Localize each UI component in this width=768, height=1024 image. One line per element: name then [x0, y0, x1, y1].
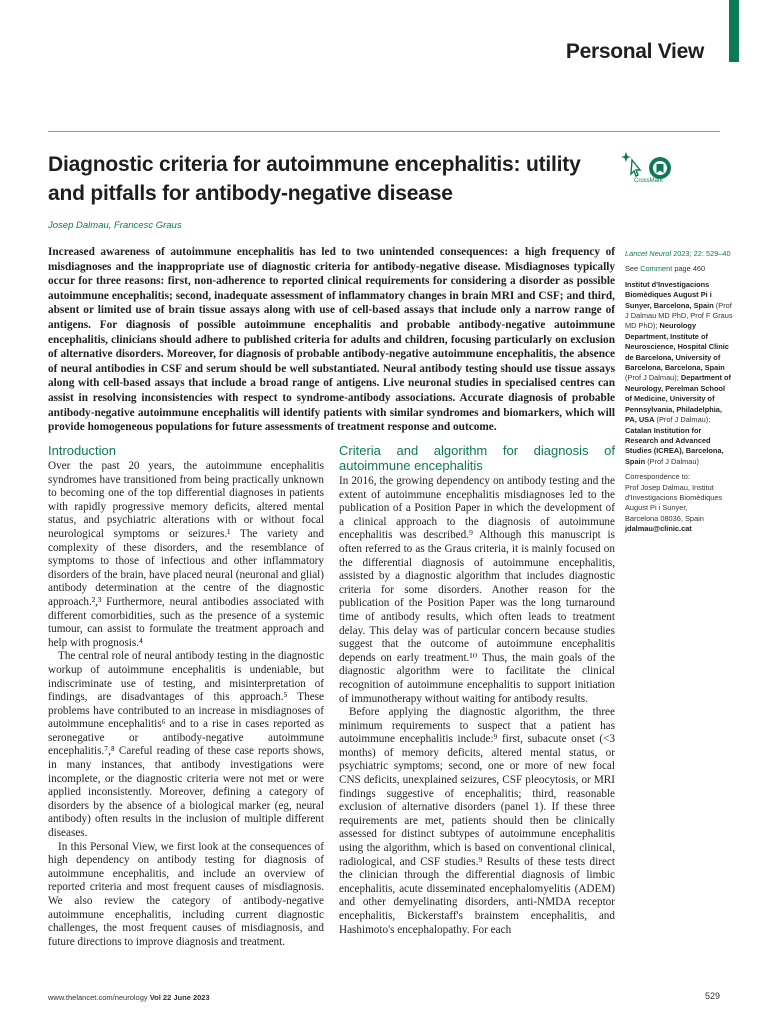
criteria-section — [339, 443, 615, 937]
correspondence-city: Barcelona 08036, Spain — [625, 513, 704, 523]
introduction-heading: Introduction — [48, 443, 116, 458]
affiliation-1: Institut d'Investigacions Biomèdiques August Pi i Sunyer, Barcelona, Spain — [625, 279, 714, 310]
cursor-sparkle-icon — [621, 152, 640, 176]
affiliation-4-names: (Prof J Dalmau) — [647, 456, 699, 466]
see-suffix: page 460 — [674, 264, 706, 274]
volume: Vol 22 — [149, 993, 172, 1002]
see-comment — [625, 264, 733, 274]
criteria-heading: Criteria and algorithm for diagnosis of autoimmune encephalitis — [339, 443, 615, 473]
affiliation-1-names: (Prof J Dalmau MD PhD, Prof F Graus MD PhD); — [625, 300, 733, 331]
page-number: 529 — [704, 991, 720, 1001]
header-divider — [48, 131, 720, 132]
intro-paragraph-2: The central role of neural antibody testing in the diagnostic workup of autoimmune encephalitis is undeniable, but indiscriminate use of testing, and misinterpretation of findings, are disadvantages of this approach.⁵ These problems have contributed to an increase in misdiagnoses of autoimmune encephalitis⁶ and to a rise in cases reported as seronegative or antibody-negative autoimmune encephalitis.⁷,⁸ Careful reading of these case reports shows, in many instances, that antibody investigations were incomplete, or the diagnostic criteria were not met or were applied inconsistently. Moreover, defining a category of disorders by the absence of a biological marker (eg, neural antibody) often results in the inclusion of multiple different diseases. — [48, 650, 324, 840]
affiliation-3-names: (Prof J Dalmau); — [656, 415, 711, 425]
citation-details: 2023; 22: 529–40 — [673, 249, 731, 258]
crossmark-icon[interactable] — [620, 150, 676, 190]
article-title: Diagnostic criteria for autoimmune encephalitis: utility and pitfalls for antibody-negative disease — [48, 153, 581, 205]
affiliations — [625, 280, 733, 467]
criteria-paragraph-2: Before applying the diagnostic algorithm, the three minimum requirements to suspect that a patient has autoimmune encephalitis include:⁹ first, subacute onset (<3 months) of memory deficits, altered mental status, or psychiatric symptoms; second, one or more of new focal CNS deficits, unexplained seizures, CSF pleocytosis, or MRI findings suggestive of encephalitis; third, reasonable exclusion of alternative disorders (panel 1). If these three requirements are met, patients should then be clinically assessed for distinct subtypes of autoimmune encephalitis using the algorithm, which is based on conventional clinical, radiological, and CSF studies.⁹ Results of these tests direct the clinician through the differential diagnosis of limbic encephalitis, acute disseminated encephalomyelitis (ADEM) and other demyelinating disorders, anti-NMDA receptor encephalitis, Bickerstaff's brainstem encephalitis, and Hashimoto's encephalopathy. For each — [339, 706, 615, 936]
intro-paragraph-1: Over the past 20 years, the autoimmune encephalitis syndromes have transitioned from being practically unknown to becoming one of the top differential diagnoses in patients with rapidly progressive memory deficits, altered mental status, and psychiatric alterations with or without focal neurological symptoms or seizures.¹ The variety and complexity of these disorders, and the resemblance of symptoms to those of infectious and other inflammatory disorders of the brain, have placed neural (neuronal and glial) antibody determination at the centre of the diagnostic approach.²,³ Furthermore, neural antibodies associated with different comorbidities, such as the presence of a systemic tumour, can assist to formulate the treatment approach and help with prognosis.⁴ — [48, 460, 324, 649]
abstract: Increased awareness of autoimmune encephalitis has led to two unintended consequences: a high frequency of misdiagnoses and the inappropriate use of diagnostic criteria for antibody-negative disease. Misdiagnoses typically occur for three reasons: first, non-adherence to reported clinical requirements for considering a disorder as possible autoimmune encephalitis; second, inadequate assessment of inflammatory changes in brain MRI and CSF; and third, absent or limited use of brain tissue assays along with use of cell-based assays that include only a narrow range of antigens. For diagnosis of possible autoimmune encephalitis and probable antibody-negative autoimmune encephalitis, clinicians should adhere to published criteria for adults and children, focusing particularly on exclusion of alternative disorders. Moreover, for diagnosis of probable antibody-negative autoimmune encephalitis, the absence of neural antibodies in CSF and serum should be well substantiated. Neural antibody testing should use tissue assays along with cell-based assays that include a broad range of antigens. Live neuronal studies in specialised centres can assist in resolving inconsistencies with respect to syndrome-antibody associations. Accurate diagnosis of probable antibody-negative autoimmune encephalitis will identify patients with similar syndromes and biomarkers, which will provide homogeneous populations for future assessments of treatment response and outcome. — [48, 246, 615, 434]
footer-info — [48, 993, 210, 1002]
affiliation-2-names: (Prof J Dalmau); — [625, 373, 679, 383]
crossmark-label: CrossMark — [634, 178, 664, 184]
affiliation-3: Department of Neurology, Perelman School of Medicine, University of Pennsylvania, Philadelphia, PA, USA — [625, 373, 731, 425]
section-label: Personal View — [565, 40, 704, 63]
correspondence-label: Correspondence to: — [625, 472, 690, 482]
citation — [625, 249, 733, 259]
comment-link[interactable]: Comment — [640, 264, 673, 274]
correspondence-email[interactable]: jdalmau@clinic.cat — [625, 524, 692, 534]
intro-paragraph-3: In this Personal View, we first look at the consequences of high dependency on antibody testing for diagnosis of autoimmune encephalitis, and include an overview of reported criteria and most frequent causes of misdiagnosis. We also review the category of antibody-negative autoimmune encephalitis, including current diagnostic challenges, the most frequent causes of misdiagnosis, and future directions to improve diagnosis and treatment. — [48, 840, 324, 948]
journal-url[interactable]: www.thelancet.com/neurology — [48, 993, 148, 1002]
correspondence — [625, 472, 733, 534]
affiliation-4: Catalan Institution for Research and Advanced Studies (ICREA), Barcelona, Spain — [625, 425, 724, 466]
affiliation-2: Neurology Department, Institute of Neuroscience, Hospital Clinic de Barcelona, University of Barcelona, Barcelona, Spain — [625, 321, 729, 373]
article-sidebar — [625, 249, 733, 540]
author-list[interactable]: Josep Dalmau, Francesc Graus — [48, 220, 182, 231]
criteria-paragraph-1: In 2016, the growing dependency on antibody testing and the extent of autoimmune encephalitis misdiagnoses led to the publication of a Position Paper in which the development of a clinical approach to the diagnosis of autoimmune encephalitis was described.⁹ Although this manuscript is often referred to as the Graus criteria, it is mainly focused on the differential diagnosis of autoimmune encephalitis, assisted by a diagnostic algorithm that includes diagnostic criteria for some disorders. Another reason for the publication of the Position Paper was the long turnaround time of antibody results, which often leads to treatment delay. This delay was of particular concern because studies suggest that the outcome of autoimmune encephalitis depends on early treatment.¹⁰ Thus, the main goals of the diagnostic algorithm were to facilitate the clinical recognition of autoimmune encephalitis to support initiation of immunotherapy without waiting for antibody results. — [339, 475, 615, 705]
see-prefix: See — [625, 264, 639, 274]
issue-date: June 2023 — [173, 993, 210, 1002]
section-color-bar — [729, 0, 739, 62]
correspondence-name: Prof Josep Dalmau, Institut d'Investigacions Biomèdiques August Pi i Sunyer, — [625, 482, 723, 513]
introduction-section — [48, 443, 324, 949]
citation-journal[interactable]: Lancet Neurol — [625, 249, 672, 258]
